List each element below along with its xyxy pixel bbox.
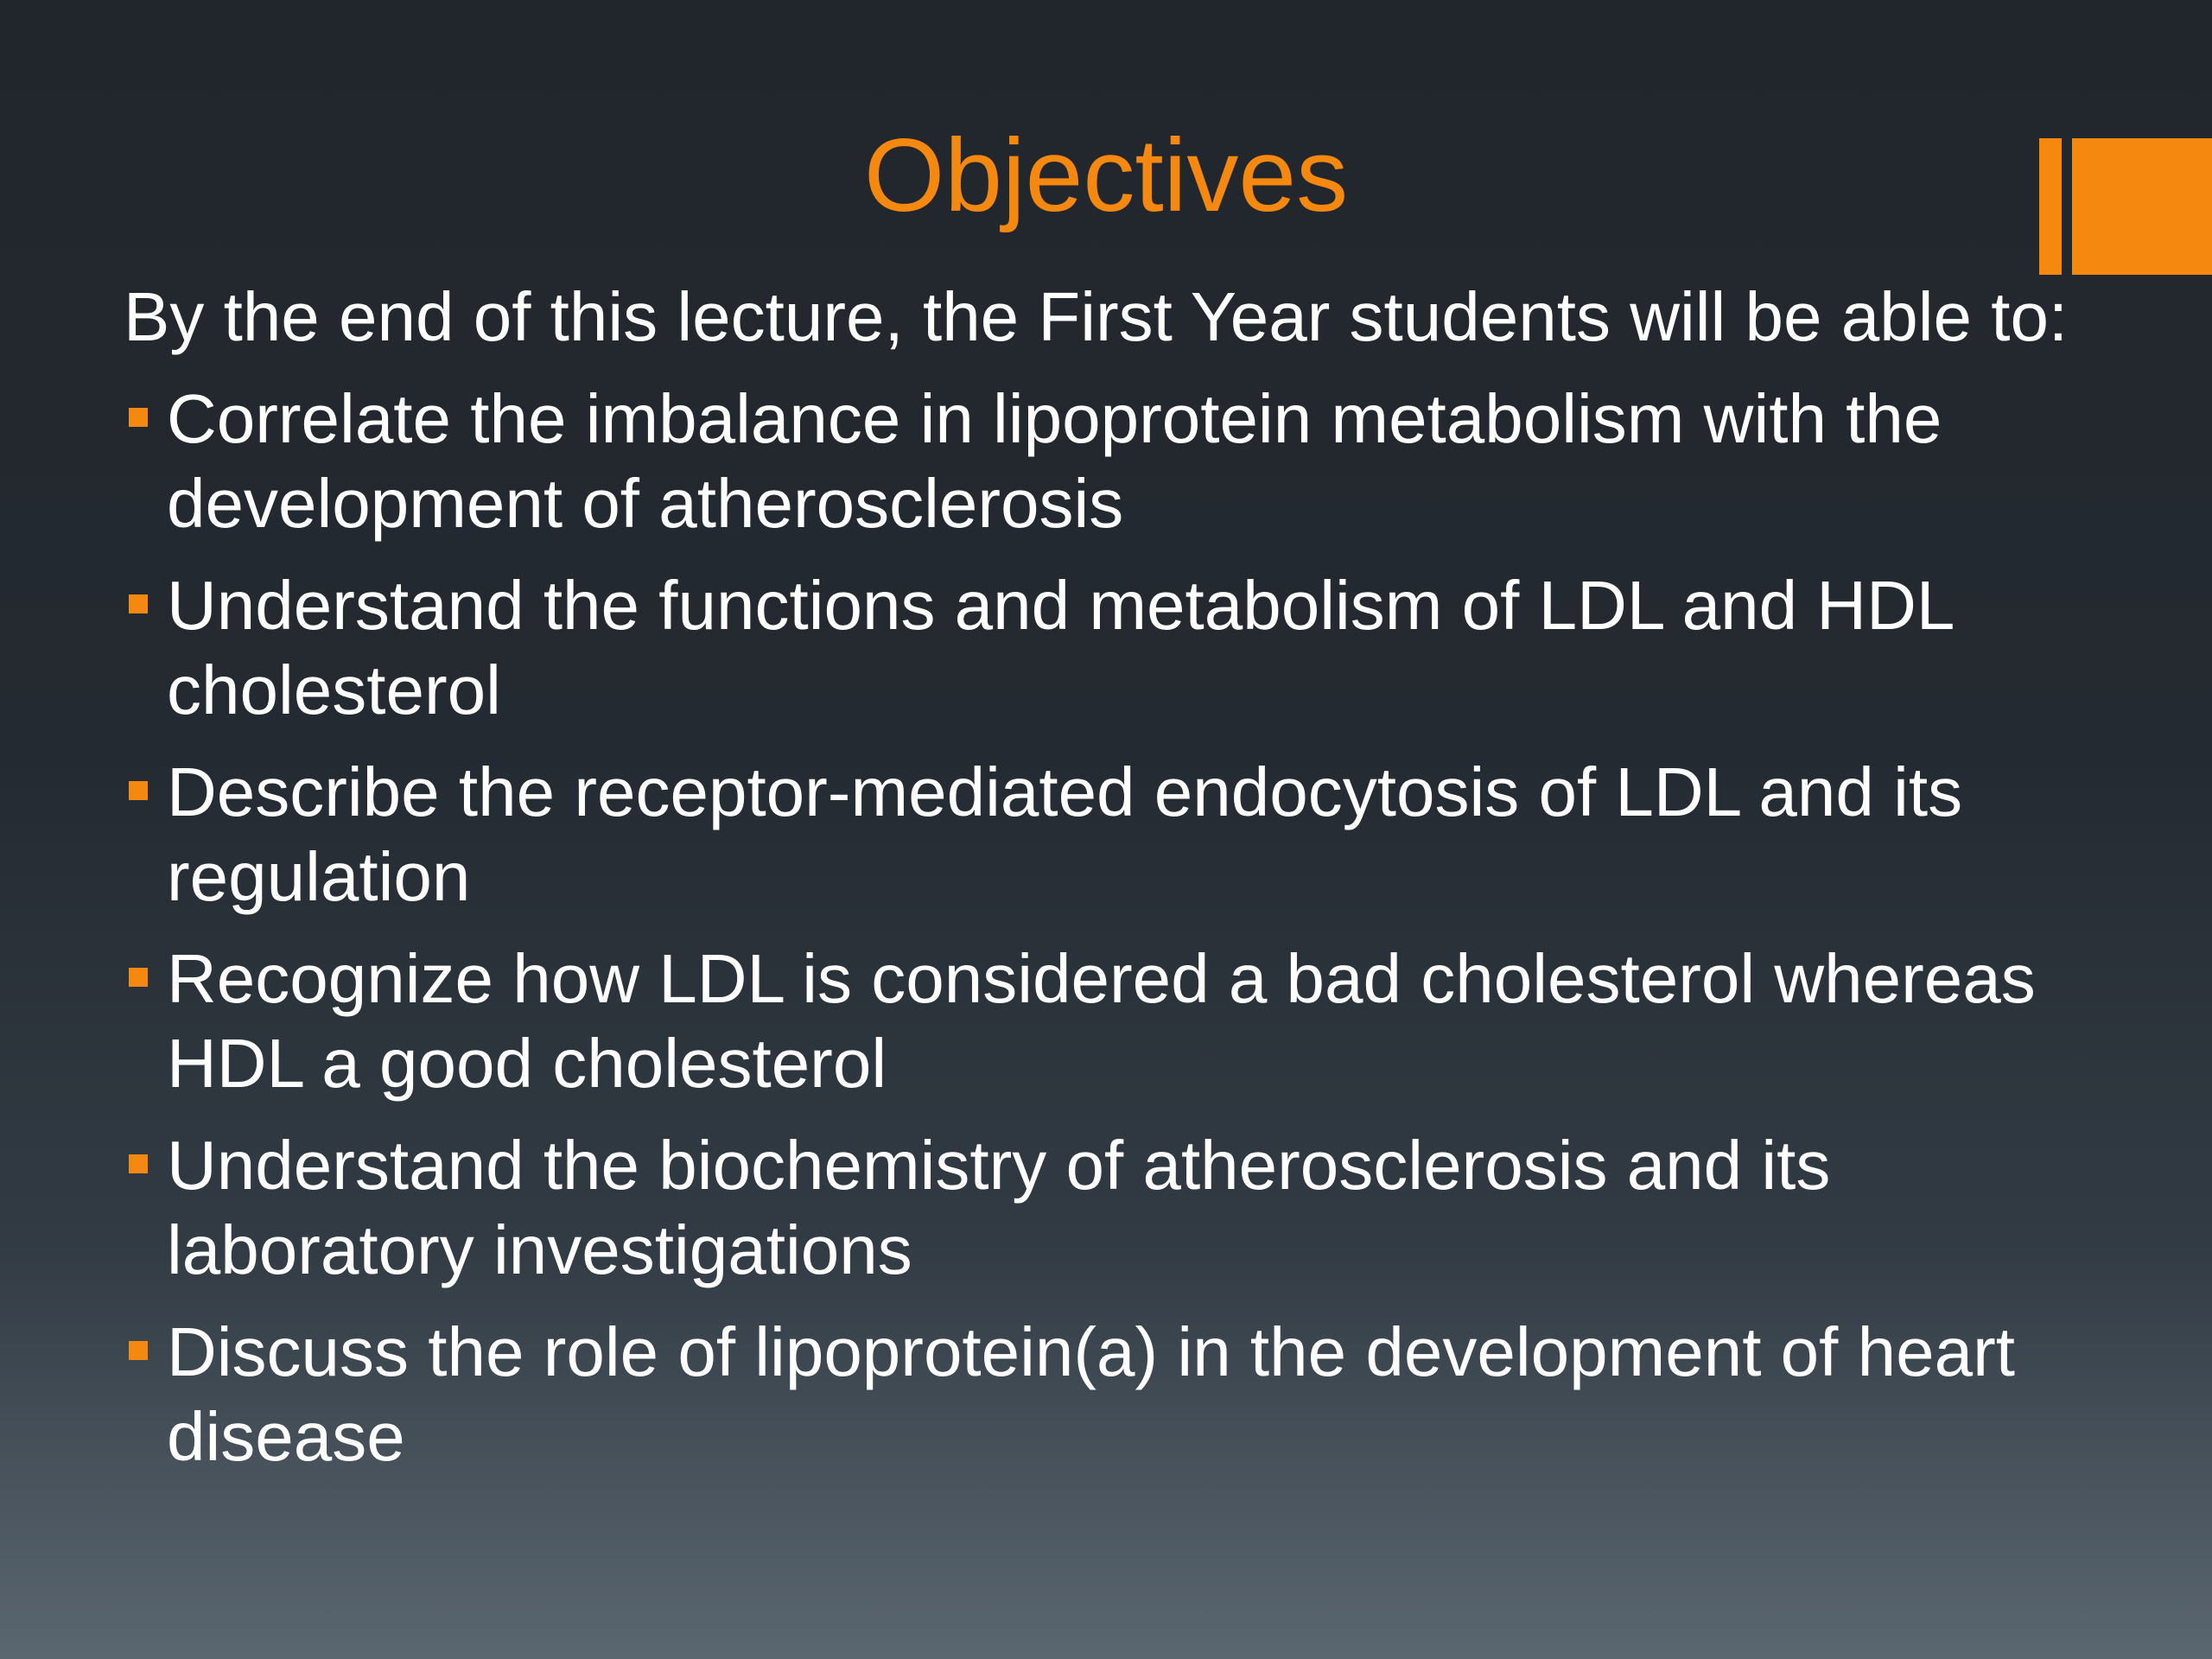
objective-item: [124, 377, 2111, 546]
slide-title: Objectives: [863, 118, 1349, 233]
square-bullet-icon: [129, 594, 148, 613]
objective-text: Understand the functions and metabolism of LDL and HDL cholesterol: [167, 567, 1953, 728]
objective-item: [124, 750, 2111, 919]
objective-text: Discuss the role of lipoprotein(a) in the development of heart disease: [167, 1313, 2015, 1475]
objective-text: Understand the biochemistry of atherosclerosis and its laboratory investigations: [167, 1127, 1831, 1288]
objective-text: Correlate the imbalance in lipoprotein metabolism with the development of atherosclerosis: [167, 380, 1942, 542]
accent-bar-thin: [2039, 138, 2062, 275]
square-bullet-icon: [129, 1154, 148, 1173]
objective-item: [124, 1123, 2111, 1293]
objective-item: [124, 563, 2111, 733]
objective-item: [124, 1310, 2111, 1479]
objective-item: [124, 937, 2111, 1106]
square-bullet-icon: [129, 781, 148, 800]
objective-text: Recognize how LDL is considered a bad cholesterol whereas HDL a good cholesterol: [167, 940, 2036, 1102]
square-bullet-icon: [129, 1341, 148, 1360]
square-bullet-icon: [129, 408, 148, 427]
objective-text: Describe the receptor-mediated endocytosis of LDL and its regulation: [167, 753, 1963, 915]
square-bullet-icon: [129, 968, 148, 987]
accent-block: [2072, 138, 2212, 275]
intro-text: By the end of this lecture, the First Year students will be able to:: [124, 278, 2069, 355]
objectives-list: [124, 377, 2111, 1497]
